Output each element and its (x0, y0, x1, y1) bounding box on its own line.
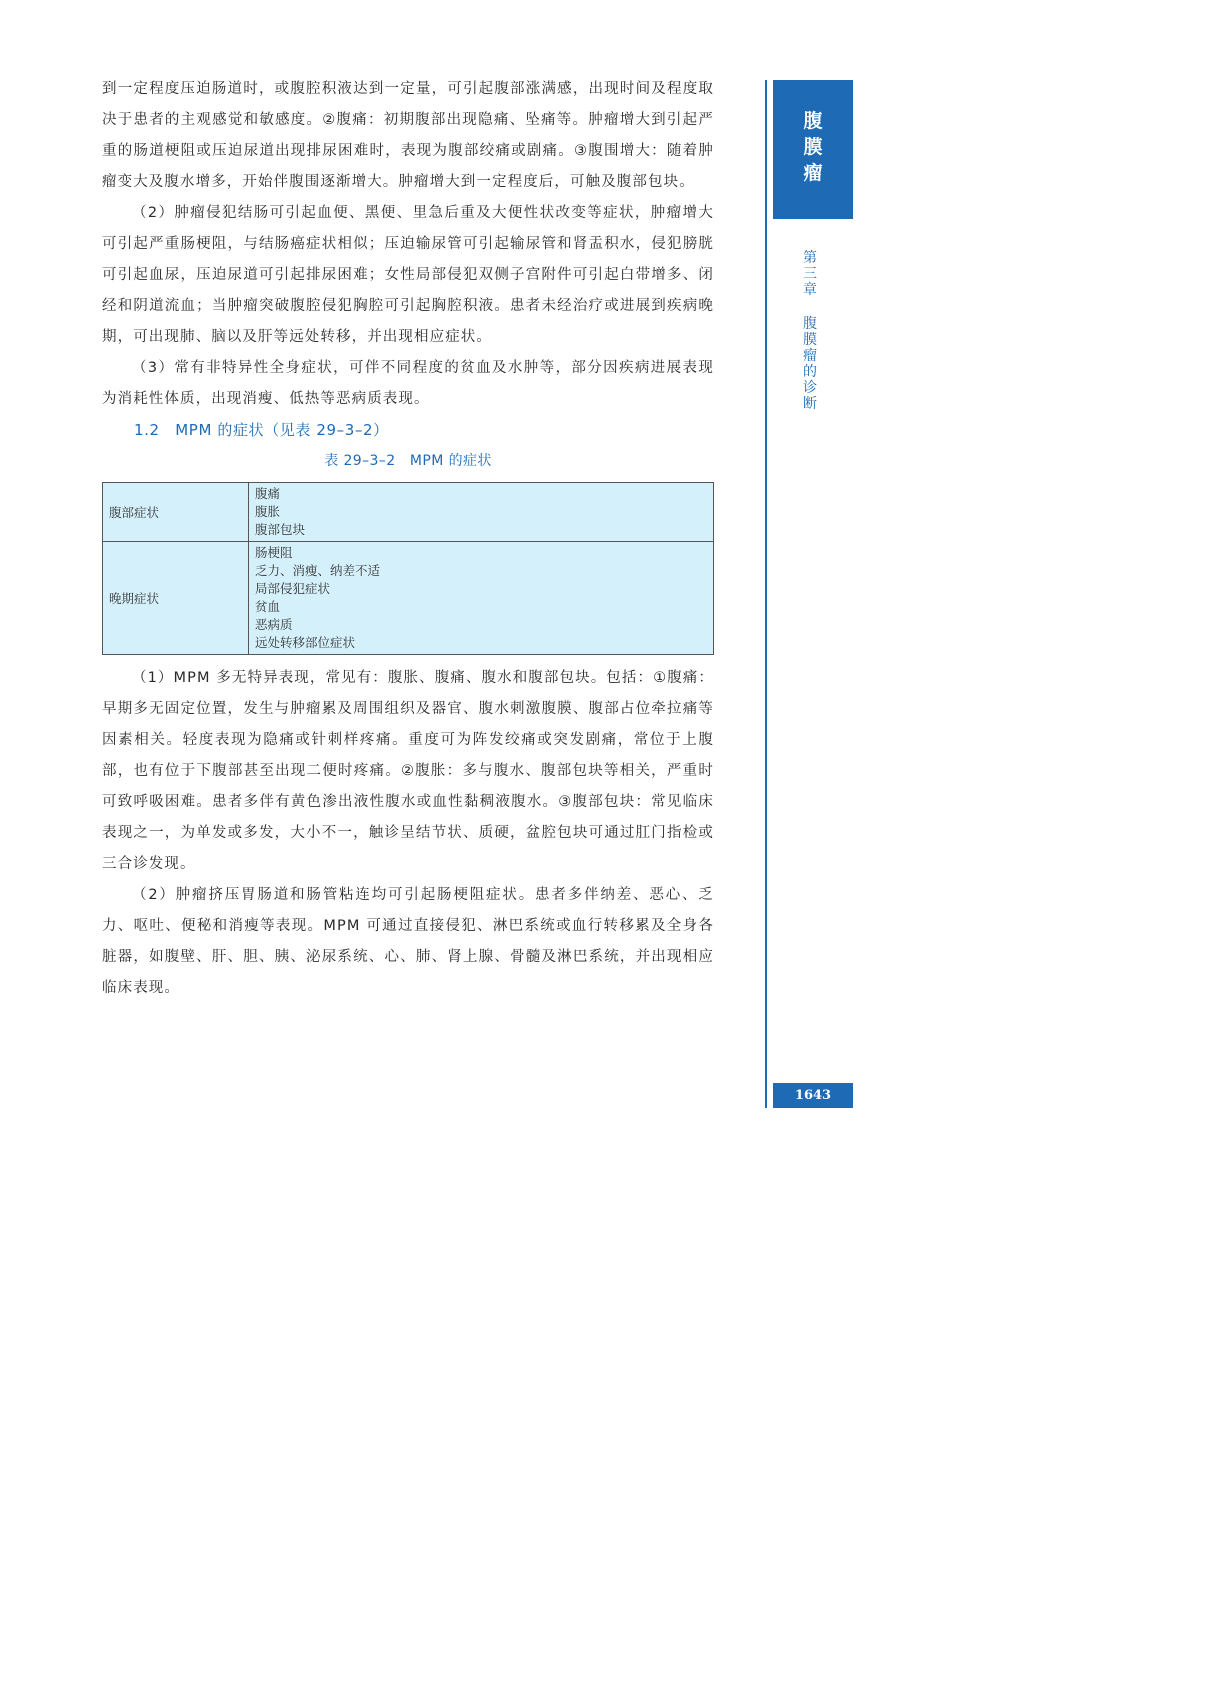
paragraph-4: （1）MPM 多无特异表现，常见有：腹胀、腹痛、腹水和腹部包块。包括：①腹痛：早期多无固定位置，发生与肿瘤累及周围组织及器官、腹水刺激腹膜、腹部占位牵拉痛等因素相关。轻度表现为隐痛或针刺样疼痛。重度可为阵发绞痛或突发剧痛，常位于上腹部，也有位于下腹部甚至出现二便时疼痛。②腹胀：多与腹水、腹部包块等相关，严重时可致呼吸困难。患者多伴有黄色渗出液性腹水或血性黏稠液腹水。③腹部包块：常见临床表现之一，为单发或多发，大小不一，触诊呈结节状、质硬，盆腔包块可通过肛门指检或三合诊发现。 (102, 670, 714, 872)
chapter-tab-char: 膜 (803, 136, 823, 158)
paragraph-continued: 到一定程度压迫肠道时，或腹腔积液达到一定量，可引起腹部涨满感，出现时间及程度取决于患者的主观感觉和敏感度。②腹痛：初期腹部出现隐痛、坠痛等。肿瘤增大到引起严重的肠道梗阻或压迫尿道出现排尿困难时，表现为腹部绞痛或剧痛。③腹围增大：随着肿瘤变大及腹水增多，开始伴腹围逐渐增大。肿瘤增大到一定程度后，可触及腹部包块。 (102, 81, 714, 190)
chapter-tab-char: 瘤 (803, 162, 823, 184)
running-chapter-title (800, 250, 820, 412)
table-cell-items (249, 483, 714, 542)
table-cell-category: 晚期症状 (103, 542, 249, 655)
table-item: 腹部包块 (255, 522, 306, 537)
chapter-tab (773, 80, 853, 219)
table-cell-items (249, 542, 714, 655)
chapter-title-char: 瘤 (803, 348, 817, 364)
table-item: 腹胀 (255, 504, 281, 519)
chapter-title-char: 腹 (803, 316, 817, 332)
page-number: 1643 (773, 1083, 853, 1108)
table-row (103, 483, 714, 542)
chapter-title-char: 膜 (803, 332, 817, 348)
table-cell-category: 腹部症状 (103, 483, 249, 542)
section-heading: 1.2 MPM 的症状（见表 29–3–2） (134, 421, 389, 439)
table-row (103, 542, 714, 655)
margin-rule (765, 80, 767, 1108)
chapter-tab-char: 腹 (803, 110, 823, 132)
symptoms-table (102, 482, 714, 655)
paragraph-3: （3）常有非特异性全身症状，可伴不同程度的贫血及水肿等，部分因疾病进展表现为消耗性体质，出现消瘦、低热等恶病质表现。 (102, 360, 714, 407)
paragraph-5: （2）肿瘤挤压胃肠道和肠管粘连均可引起肠梗阻症状。患者多伴纳差、恶心、乏力、呕吐、便秘和消瘦等表现。MPM 可通过直接侵犯、淋巴系统或血行转移累及全身各脏器，如腹壁、肝、胆、胰、泌尿系统、心、肺、肾上腺、骨髓及淋巴系统，并出现相应临床表现。 (102, 887, 714, 996)
table-item: 局部侵犯症状 (255, 581, 331, 596)
chapter-title-char: 诊 (803, 380, 817, 396)
table-item: 恶病质 (255, 617, 293, 632)
chapter-label-char: 章 (803, 282, 817, 298)
chapter-title-char: 断 (803, 396, 817, 412)
table-item: 贫血 (255, 599, 281, 614)
paragraph-2: （2）肿瘤侵犯结肠可引起血便、黑便、里急后重及大便性状改变等症状，肿瘤增大可引起严重肠梗阻，与结肠癌症状相似；压迫输尿管可引起输尿管和肾盂积水，侵犯膀胱可引起血尿，压迫尿道可引起排尿困难；女性局部侵犯双侧子宫附件可引起白带增多、闭经和阴道流血；当肿瘤突破腹腔侵犯胸腔可引起胸腔积液。患者未经治疗或进展到疾病晚期，可出现肺、脑以及肝等远处转移，并出现相应症状。 (102, 205, 714, 345)
table-item: 肠梗阻 (255, 545, 293, 560)
table-item: 乏力、消瘦、纳差不适 (255, 563, 381, 578)
main-content (102, 74, 714, 1004)
chapter-label-char: 三 (803, 266, 817, 282)
chapter-label-char: 第 (803, 250, 817, 266)
table-item: 远处转移部位症状 (255, 635, 356, 650)
chapter-title-char: 的 (803, 364, 817, 380)
table-caption: 表 29–3–2 MPM 的症状 (324, 453, 492, 469)
table-item: 腹痛 (255, 486, 281, 501)
